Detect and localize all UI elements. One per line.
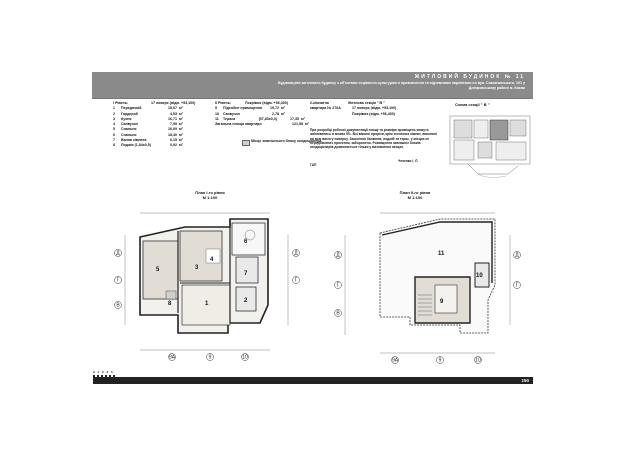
room-unit: м²	[179, 127, 183, 132]
total-area-value: 121,58	[292, 122, 303, 127]
room-unit: м²	[281, 111, 285, 116]
signature	[398, 159, 418, 163]
header-rule	[92, 98, 533, 99]
page-number: 150	[521, 377, 529, 383]
header-band	[92, 72, 533, 98]
room-area: 4,53	[170, 111, 177, 116]
room-area: 18,40	[168, 132, 177, 137]
room-unit: м²	[179, 132, 183, 137]
plan2-label	[385, 190, 445, 200]
room-name: Передпокій	[121, 106, 142, 111]
room-num: 9	[215, 106, 217, 111]
apartment-number: квартира № 270А	[310, 106, 341, 111]
room-num: 5	[113, 127, 115, 132]
plan2-axis-9: 9	[438, 357, 442, 364]
room-area: 19,72	[270, 106, 279, 111]
plan2-room-9: 9	[440, 299, 444, 305]
room-num: 11	[215, 116, 219, 121]
plan1-axis-9a: 9А	[168, 354, 176, 361]
total-area-label: Загальна площа квартири	[215, 122, 262, 127]
plan1-label	[180, 190, 240, 200]
room-area: 7,99	[170, 122, 177, 127]
plan1-axis-g-right: Г	[294, 277, 298, 284]
ac-unit-legend-swatch	[242, 140, 250, 146]
level2-floor: Покрівля (відм. +56,400)	[245, 101, 288, 105]
design-note: При розробці робочої документації площі та розміри приміщень можуть змінюватись в межах 5%. Всі віконні прорізи, крім технічних кімнат, виконані на всю висоту поверху. Заскління балконів, лоджій та терас, у місцях не передбачених проектом, заборонено. Розміщення зовнішніх блоків кондиціонерів дозволяється тільки у визначених місцях.	[310, 128, 437, 150]
room-name: Спальня	[121, 132, 137, 137]
header-title: ЖИТЛОВИЙ БУДИНОК № 11	[414, 74, 525, 80]
plan1-room-7: 7	[244, 271, 248, 277]
room-area: 15,67	[168, 106, 177, 111]
total-area-unit: м²	[305, 122, 309, 127]
gap-label: ГАП	[310, 163, 317, 167]
room-num: 10	[215, 111, 219, 116]
level1-info	[113, 101, 195, 149]
room-num: 1	[113, 106, 115, 111]
plan2-title: План II-го рівня	[399, 190, 431, 195]
room-area: 6,15	[170, 138, 177, 143]
room-unit: м²	[179, 111, 183, 116]
plan2-axis-d: Д	[336, 252, 340, 259]
level1-heading: I Рівень:	[113, 101, 129, 105]
level2-heading: II Рівень:	[215, 101, 232, 105]
plan2-axis-10: 10	[475, 357, 481, 364]
plan1-room-6: 6	[244, 239, 248, 245]
room-name: Кухня	[121, 116, 132, 121]
room-num: 6	[113, 132, 115, 137]
room-unit: м²	[179, 138, 183, 143]
plan2-axis-g: Г	[336, 282, 340, 289]
room-name: Підсобне приміщення	[223, 106, 263, 111]
room-num: 2	[113, 111, 115, 116]
header-description: Будівництво житлового будинку з об'єктами соціально-культурного призначення та підземними паркінгами по вул. Саксаганського, 101 у Дніпровському районі м. Києва	[277, 81, 525, 90]
plan1-room-8: 8	[168, 301, 172, 307]
room-unit: м²	[179, 143, 183, 148]
plan1-room-2: 2	[244, 298, 248, 304]
plan1-axis-d-right: Д	[294, 250, 298, 257]
plan2-room-11: 11	[438, 251, 445, 257]
level2-info	[215, 101, 311, 127]
room-row	[113, 143, 195, 148]
plan1-axis-v: В	[116, 302, 120, 309]
room-unit: м²	[281, 106, 285, 111]
room-name: Спальня	[121, 127, 137, 132]
plan1-drawing	[110, 205, 310, 365]
plan1-room-5: 5	[156, 267, 160, 273]
room-name: Тераса	[223, 116, 236, 121]
plan1-axis-g: Г	[116, 277, 120, 284]
apartment-info	[310, 101, 430, 117]
section-scheme	[448, 108, 533, 183]
apartment-floor1: 17 поверх (відм. +53,100)	[352, 106, 397, 111]
room-area2: 17,35	[290, 116, 299, 121]
plan2-drawing	[320, 205, 530, 365]
signature-name: Чеченко І. Л.	[398, 159, 419, 163]
room-unit: м²	[179, 122, 183, 127]
plan2-scale: М 1:100	[407, 195, 423, 200]
room-name: Ванна кімната	[121, 138, 147, 143]
plan1-room-4: 4	[210, 257, 214, 263]
ac-unit-legend-text: Місце зовнішнього блоку кондиціонера	[251, 139, 322, 143]
plan2-axis-d-right: Д	[515, 252, 519, 259]
room-name: Санвузол	[121, 122, 138, 127]
room-num: 8	[113, 143, 115, 148]
room-num: 7	[113, 138, 115, 143]
plan1-axis-10: 10	[242, 354, 248, 361]
plan1-room-1: 1	[205, 301, 209, 307]
plan2-axis-9a: 9А	[391, 357, 399, 364]
plan1-scale: М 1:100	[202, 195, 218, 200]
room-num: 4	[113, 122, 115, 127]
plan1-axis-d: Д	[116, 250, 120, 257]
scale-note: 0 1 2 3 5	[93, 370, 114, 374]
scheme-title: Схема секції " В "	[455, 102, 490, 107]
plan2-axis-g-right: Г	[515, 282, 519, 289]
apartment-section: Житлова секція " В "	[348, 101, 385, 105]
room-area: 2,78	[272, 111, 279, 116]
room-name: Лоджія (1,84х0,5)	[121, 143, 151, 148]
room-area: 0,92	[170, 143, 177, 148]
apartment-floor2: Покрівля (відм. +56,400)	[352, 111, 395, 116]
room-num: 3	[113, 116, 115, 121]
room-unit: м²	[179, 116, 183, 121]
room-unit: м²	[179, 106, 183, 111]
room-name: Санвузол	[223, 111, 240, 116]
footer-bar	[93, 377, 533, 384]
room-unit: м²	[301, 116, 305, 121]
room-area: 16,09	[168, 127, 177, 132]
level1-floor: 17 поверх (відм. +53,100)	[151, 101, 196, 105]
plan2-axis-v: В	[336, 310, 340, 317]
plan1-axis-9: 9	[208, 354, 212, 361]
plan1-title: План I-го рівня	[195, 190, 225, 195]
plan2-room-10: 10	[476, 273, 483, 279]
apartment-type: 2-кімнатна	[310, 101, 329, 105]
plan1-room-3: 3	[195, 265, 199, 271]
room-area: (57,83х0,3)	[258, 116, 277, 121]
room-name: Гардероб	[121, 111, 138, 116]
room-area: 16,71	[168, 116, 177, 121]
